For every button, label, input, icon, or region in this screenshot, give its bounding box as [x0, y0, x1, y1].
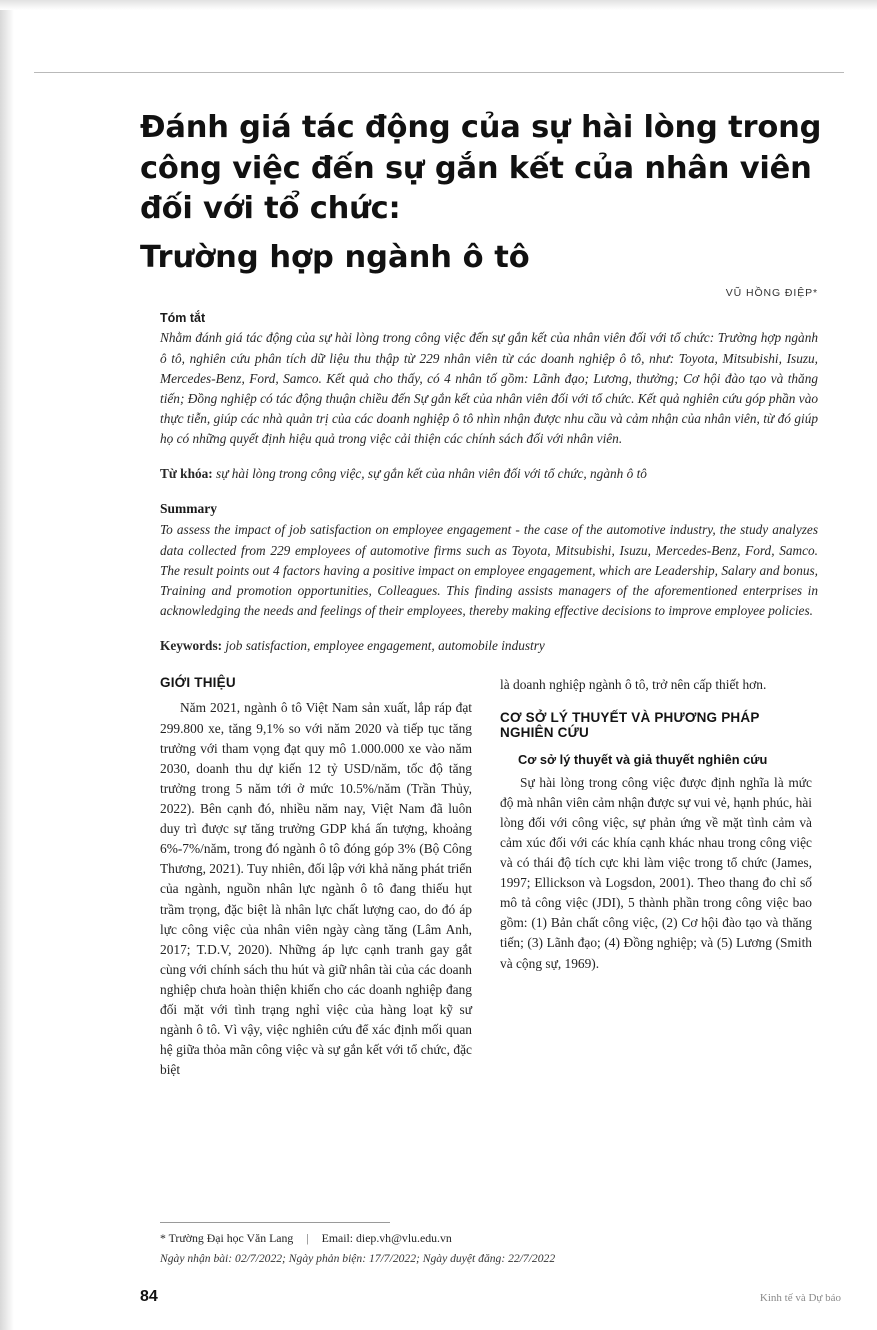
intro-paragraph: Năm 2021, ngành ô tô Việt Nam sản xuất, lắp ráp đạt 299.800 xe, tăng 9,1% so với năm 2020 và tiếp tục tăng trưởng với tham vọng đạt quy mô 1.000.000 xe vào năm 2030, doanh thu dự kiến 12 tỷ USD/năm, tốc độ tăng trưởng trong 5 năm tới ở mức 10.5%/năm (Trần Thủy, 2022). Bên cạnh đó, nhiều năm nay, Việt Nam đã luôn duy trì được sự tăng trưởng GDP khá ấn tượng, khoảng 6%-7%/năm, trong đó ngành ô tô đóng góp 3% (Bộ Công Thương, 2021). Tuy nhiên, đối lập với khả năng phát triển của ngành, nguồn nhân lực ngành ô tô đang thiếu hụt trầm trọng, đặc biệt là nhân lực chất lượng cao, do đó áp lực công việc của nhân viên ngày càng tăng (Lâm Anh, 2017; T.D.V, 2020). Những áp lực cạnh tranh gay gắt cùng với chính sách thu hút và giữ nhân tài của các doanh nghiệp chưa hoàn thiện khiến cho các doanh nghiệp đang đối mặt với tình trạng nghỉ việc của hàng loạt kỹ sư ngành ô tô. Vì vậy, việc nghiên cứu để xác định mối quan hệ giữa thỏa mãn công việc và sự gắn kết với tổ chức, đặc biệt — [160, 700, 472, 1078]
keywords-en — [160, 636, 818, 656]
right-column — [500, 675, 812, 1082]
footnote-affiliation: * Trường Đại học Văn Lang — [160, 1231, 294, 1245]
theory-paragraph: Sự hài lòng trong công việc được định nghĩa là mức độ mà nhân viên cảm nhận được sự vui vẻ, hạnh phúc, hài lòng đối với công việc, sự phản ứng về mặt tình cảm và cảm xúc đối với các khía cạnh khác nhau trong công việc và có thái độ tích cực khi làm việc trong tổ chức (James, 1997; Ellickson và Logsdon, 2001). Theo thang đo chỉ số mô tả công việc (JDI), 5 thành phần trong công việc bao gồm: (1) Bản chất công việc, (2) Cơ hội đào tạo và thăng tiến; (3) Lãnh đạo; (4) Đồng nghiệp; và (5) Lương (Smith và cộng sự, 1969). — [500, 774, 812, 971]
keywords-en-label: Keywords: — [160, 637, 223, 653]
title-line-3: đối với tổ chức: — [140, 191, 401, 227]
keywords-vi-label: Từ khóa: — [160, 465, 213, 481]
footnote-rule — [160, 1222, 390, 1223]
title-line-1: Đánh giá tác động của sự hài lòng trong — [140, 110, 822, 145]
abstract-vi-text: Nhằm đánh giá tác động của sự hài lòng trong công việc đến sự gắn kết của nhân viên đối với tổ chức: Trường hợp ngành ô tô, nghiên cứu phân tích dữ liệu thu thập từ 229 nhân viên từ các doanh nghiệp ô tô, như: Toyota, Mitsubishi, Isuzu, Mercedes-Benz, Ford, Samco. Kết quả cho thấy, có 4 nhân tố gồm: Lãnh đạo; Lương, thưởng; Cơ hội đào tạo và thăng tiến; Đồng nghiệp có tác động thuận chiều đến Sự gắn kết của nhân viên đối với tổ chức. Kết quả nghiên cứu góp phần vào thực tiễn, giúp các nhà quản trị của các doanh nghiệp ô tô nhìn nhận được nhu cầu và cảm nhận của nhân viên, từ đó giúp họ có những quyết định hiệu quả trong việc cải thiện các chính sách đối với nhân viên. — [160, 330, 818, 447]
title-line-2: công việc đến sự gắn kết của nhân viên — [140, 150, 812, 186]
section-heading-theory-method: CƠ SỞ LÝ THUYẾT VÀ PHƯƠNG PHÁP NGHIÊN CỨU — [500, 709, 760, 740]
scan-edge-left — [0, 0, 14, 1330]
body-columns — [140, 675, 840, 1082]
footnote-separator: | — [306, 1231, 309, 1245]
page-subtitle: Trường hợp ngành ô tô — [140, 239, 530, 275]
section-heading-introduction: GIỚI THIỆU — [160, 675, 236, 691]
intro-continuation: là doanh nghiệp ngành ô tô, trở nên cấp thiết hơn. — [500, 677, 767, 693]
footnote — [160, 1230, 800, 1247]
abstract-en-text: To assess the impact of job satisfaction on employee engagement - the case of the automotive industry, the study analyzes data collected from 229 employees of automotive firms such as Toyota, Mitsubishi, Isuzu, Mercedes-Benz, Ford, Samco. The result points out 4 factors having a positive impact on employee engagement, which are Leadership, Salary and bonus, Training and promotion opportunities, Colleagues. This finding assists managers of the aforementioned enterprises in acknowledging the needs and feelings of their employees, thereby making effective decisions to improve employee policies. — [160, 522, 818, 619]
article-content — [140, 108, 840, 1083]
abstract-vi-label: Tóm tắt — [160, 311, 206, 326]
abstract-en-label: Summary — [160, 501, 217, 517]
left-column — [160, 675, 472, 1082]
footnote-email-label: Email: — [321, 1231, 354, 1245]
keywords-vi-text: sự hài lòng trong công việc, sự gắn kết của nhân viên đối với tổ chức, ngành ô tô — [216, 465, 647, 481]
subsection-heading-theory: Cơ sở lý thuyết và giả thuyết nghiên cứu — [518, 751, 768, 767]
journal-name: Kinh tế và Dự báo — [759, 1292, 841, 1304]
abstract-section — [140, 311, 840, 655]
page-number: 84 — [140, 1288, 158, 1305]
keywords-en-text: job satisfaction, employee engagement, automobile industry — [225, 637, 545, 653]
header-rule — [34, 72, 844, 73]
keywords-vi — [160, 464, 818, 484]
submission-dates: Ngày nhận bài: 02/7/2022; Ngày phản biện: 17/7/2022; Ngày duyệt đăng: 22/7/2022 — [160, 1252, 556, 1265]
footnote-email[interactable]: diep.vh@vlu.edu.vn — [356, 1231, 452, 1245]
author-name: VŨ HỒNG ĐIỆP* — [725, 287, 818, 300]
page-title — [140, 108, 840, 230]
scan-edge-top — [0, 0, 877, 10]
